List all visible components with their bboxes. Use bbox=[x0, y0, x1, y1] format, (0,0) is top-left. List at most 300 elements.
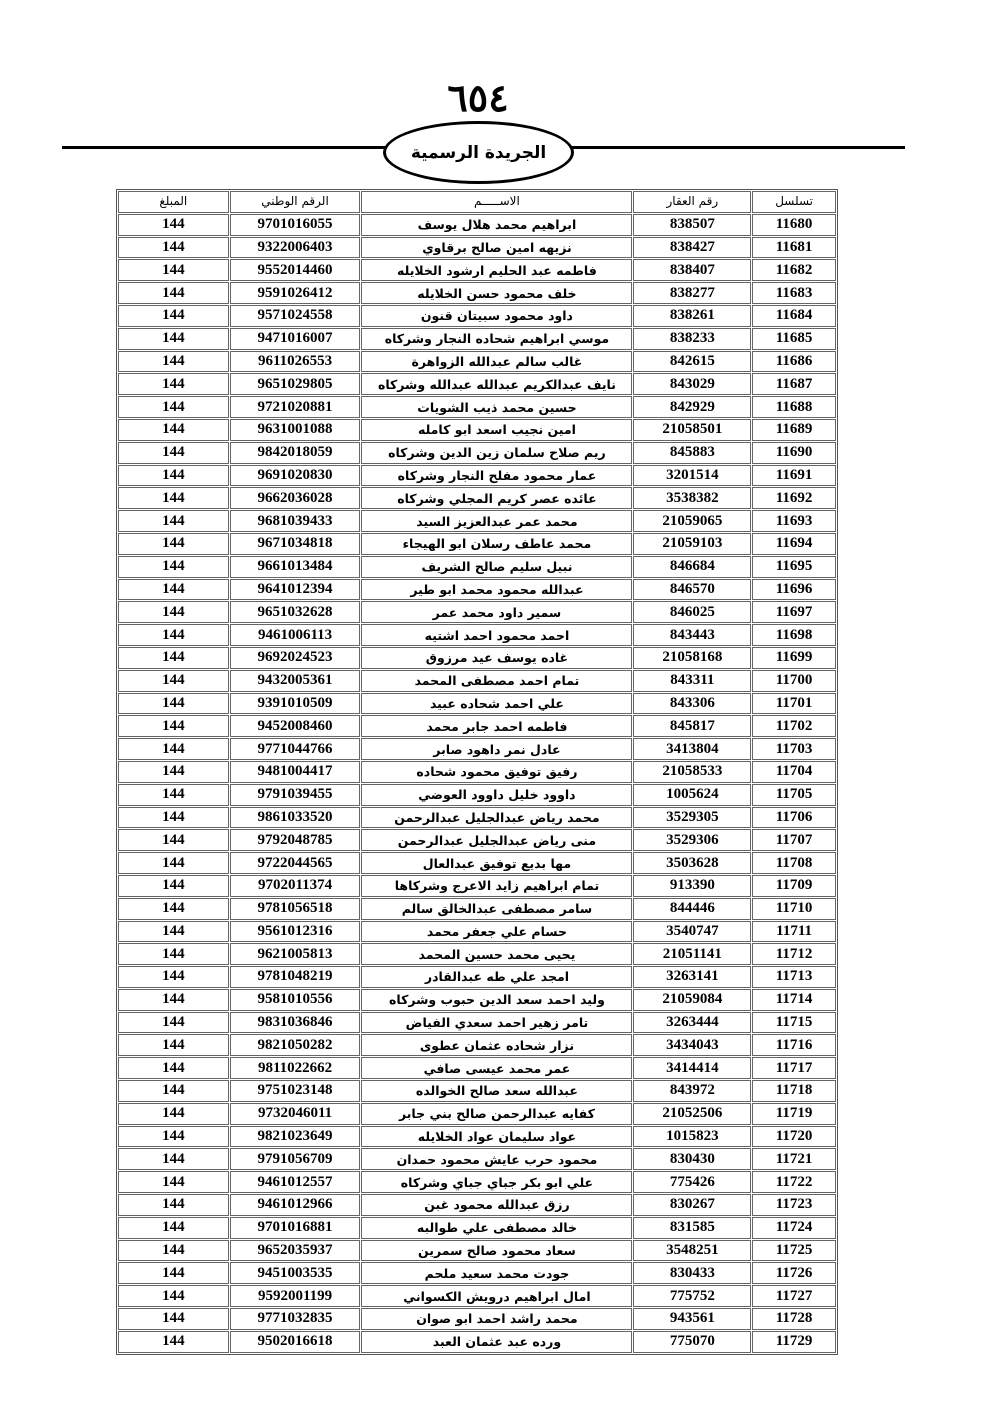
serial-cell: 11715 bbox=[752, 1012, 836, 1034]
table-row bbox=[118, 1194, 836, 1216]
amount-cell: 144 bbox=[118, 556, 229, 578]
table-row bbox=[118, 966, 836, 988]
national-id-cell: 9751023148 bbox=[230, 1080, 361, 1102]
amount-cell: 144 bbox=[118, 1103, 229, 1125]
amount-cell: 144 bbox=[118, 647, 229, 669]
serial-cell: 11720 bbox=[752, 1126, 836, 1148]
serial-cell: 11689 bbox=[752, 419, 836, 441]
amount-cell: 144 bbox=[118, 1217, 229, 1239]
amount-cell: 144 bbox=[118, 305, 229, 327]
table-row bbox=[118, 693, 836, 715]
header-name: الاســـــم bbox=[361, 191, 632, 213]
name-cell: تمام ابراهيم زايد الاعرج وشركاها bbox=[361, 875, 632, 897]
amount-cell: 144 bbox=[118, 419, 229, 441]
national-id-cell: 9552014460 bbox=[230, 259, 361, 281]
national-id-cell: 9591026412 bbox=[230, 282, 361, 304]
serial-cell: 11723 bbox=[752, 1194, 836, 1216]
property-number-cell: 3538382 bbox=[633, 487, 751, 509]
name-cell: محمد راشد احمد ابو صوان bbox=[361, 1308, 632, 1330]
amount-cell: 144 bbox=[118, 943, 229, 965]
table-row bbox=[118, 1171, 836, 1193]
table-row bbox=[118, 715, 836, 737]
national-id-cell: 9701016881 bbox=[230, 1217, 361, 1239]
serial-cell: 11717 bbox=[752, 1057, 836, 1079]
property-number-cell: 838261 bbox=[633, 305, 751, 327]
national-id-cell: 9461012966 bbox=[230, 1194, 361, 1216]
national-id-cell: 9681039433 bbox=[230, 510, 361, 532]
serial-cell: 11690 bbox=[752, 442, 836, 464]
serial-cell: 11719 bbox=[752, 1103, 836, 1125]
name-cell: محمود حرب عايش محمود حمدان bbox=[361, 1148, 632, 1170]
table-row bbox=[118, 328, 836, 350]
name-cell: حسام علي جعفر محمد bbox=[361, 921, 632, 943]
serial-cell: 11701 bbox=[752, 693, 836, 715]
national-id-cell: 9791056709 bbox=[230, 1148, 361, 1170]
national-id-cell: 9701016055 bbox=[230, 214, 361, 236]
amount-cell: 144 bbox=[118, 1240, 229, 1262]
property-number-cell: 1005624 bbox=[633, 784, 751, 806]
property-number-cell: 846570 bbox=[633, 579, 751, 601]
national-id-cell: 9452008460 bbox=[230, 715, 361, 737]
amount-cell: 144 bbox=[118, 1308, 229, 1330]
table-row bbox=[118, 624, 836, 646]
property-number-cell: 21058533 bbox=[633, 761, 751, 783]
table-row bbox=[118, 1080, 836, 1102]
page-number: ٦٥٤ bbox=[447, 75, 509, 120]
serial-cell: 11718 bbox=[752, 1080, 836, 1102]
amount-cell: 144 bbox=[118, 1057, 229, 1079]
amount-cell: 144 bbox=[118, 921, 229, 943]
national-id-cell: 9471016007 bbox=[230, 328, 361, 350]
serial-cell: 11714 bbox=[752, 989, 836, 1011]
name-cell: غالب سالم عبدالله الزواهرة bbox=[361, 351, 632, 373]
name-cell: تامر زهير احمد سعدي الفياض bbox=[361, 1012, 632, 1034]
table-row bbox=[118, 1148, 836, 1170]
serial-cell: 11695 bbox=[752, 556, 836, 578]
serial-cell: 11704 bbox=[752, 761, 836, 783]
amount-cell: 144 bbox=[118, 738, 229, 760]
property-number-cell: 846025 bbox=[633, 601, 751, 623]
table-row bbox=[118, 396, 836, 418]
property-number-cell: 3529306 bbox=[633, 829, 751, 851]
national-id-cell: 9461006113 bbox=[230, 624, 361, 646]
national-id-cell: 9791039455 bbox=[230, 784, 361, 806]
serial-cell: 11687 bbox=[752, 373, 836, 395]
serial-cell: 11722 bbox=[752, 1171, 836, 1193]
property-number-cell: 3201514 bbox=[633, 465, 751, 487]
serial-cell: 11699 bbox=[752, 647, 836, 669]
property-number-cell: 830267 bbox=[633, 1194, 751, 1216]
table-row bbox=[118, 784, 836, 806]
name-cell: موسي ابراهيم شحاده النجار وشركاه bbox=[361, 328, 632, 350]
national-id-cell: 9322006403 bbox=[230, 237, 361, 259]
national-id-cell: 9641012394 bbox=[230, 579, 361, 601]
name-cell: جودت محمد سعيد ملحم bbox=[361, 1262, 632, 1284]
publication-title: الجريدة الرسمية bbox=[410, 142, 547, 163]
national-id-cell: 9561012316 bbox=[230, 921, 361, 943]
serial-cell: 11693 bbox=[752, 510, 836, 532]
property-number-cell: 838407 bbox=[633, 259, 751, 281]
serial-cell: 11710 bbox=[752, 898, 836, 920]
table-row bbox=[118, 601, 836, 623]
header-property-number: رقم العقار bbox=[633, 191, 751, 213]
name-cell: نايف عبدالكريم عبدالله عبدالله وشركاه bbox=[361, 373, 632, 395]
national-id-cell: 9432005361 bbox=[230, 670, 361, 692]
national-id-cell: 9781048219 bbox=[230, 966, 361, 988]
table-body bbox=[118, 214, 836, 1353]
property-number-cell: 843306 bbox=[633, 693, 751, 715]
table-row bbox=[118, 487, 836, 509]
amount-cell: 144 bbox=[118, 670, 229, 692]
national-id-cell: 9771044766 bbox=[230, 738, 361, 760]
amount-cell: 144 bbox=[118, 1262, 229, 1284]
serial-cell: 11682 bbox=[752, 259, 836, 281]
table-row bbox=[118, 1034, 836, 1056]
name-cell: محمد عمر عبدالعزيز السيد bbox=[361, 510, 632, 532]
national-id-cell: 9481004417 bbox=[230, 761, 361, 783]
name-cell: خالد مصطفى علي طوالبه bbox=[361, 1217, 632, 1239]
amount-cell: 144 bbox=[118, 601, 229, 623]
serial-cell: 11709 bbox=[752, 875, 836, 897]
header-amount: المبلغ bbox=[118, 191, 229, 213]
national-id-cell: 9592001199 bbox=[230, 1285, 361, 1307]
national-id-cell: 9652035937 bbox=[230, 1240, 361, 1262]
national-id-cell: 9631001088 bbox=[230, 419, 361, 441]
table-row bbox=[118, 807, 836, 829]
property-number-cell: 3263444 bbox=[633, 1012, 751, 1034]
amount-cell: 144 bbox=[118, 510, 229, 532]
serial-cell: 11688 bbox=[752, 396, 836, 418]
name-cell: عواد سليمان عواد الخلايله bbox=[361, 1126, 632, 1148]
table-row bbox=[118, 761, 836, 783]
amount-cell: 144 bbox=[118, 807, 229, 829]
property-number-cell: 21058501 bbox=[633, 419, 751, 441]
property-number-cell: 3548251 bbox=[633, 1240, 751, 1262]
national-id-cell: 9621005813 bbox=[230, 943, 361, 965]
property-number-cell: 21059084 bbox=[633, 989, 751, 1011]
serial-cell: 11713 bbox=[752, 966, 836, 988]
national-id-cell: 9842018059 bbox=[230, 442, 361, 464]
national-id-cell: 9661013484 bbox=[230, 556, 361, 578]
amount-cell: 144 bbox=[118, 282, 229, 304]
property-number-cell: 838427 bbox=[633, 237, 751, 259]
amount-cell: 144 bbox=[118, 351, 229, 373]
table-row bbox=[118, 533, 836, 555]
table-row bbox=[118, 829, 836, 851]
table-row bbox=[118, 1057, 836, 1079]
serial-cell: 11724 bbox=[752, 1217, 836, 1239]
serial-cell: 11686 bbox=[752, 351, 836, 373]
national-id-cell: 9811022662 bbox=[230, 1057, 361, 1079]
national-id-cell: 9821050282 bbox=[230, 1034, 361, 1056]
table-row bbox=[118, 943, 836, 965]
serial-cell: 11728 bbox=[752, 1308, 836, 1330]
property-number-cell: 1015823 bbox=[633, 1126, 751, 1148]
amount-cell: 144 bbox=[118, 761, 229, 783]
amount-cell: 144 bbox=[118, 533, 229, 555]
serial-cell: 11685 bbox=[752, 328, 836, 350]
table-row bbox=[118, 670, 836, 692]
amount-cell: 144 bbox=[118, 898, 229, 920]
serial-cell: 11691 bbox=[752, 465, 836, 487]
amount-cell: 144 bbox=[118, 875, 229, 897]
serial-cell: 11729 bbox=[752, 1331, 836, 1353]
property-number-cell: 775426 bbox=[633, 1171, 751, 1193]
property-number-cell: 3413804 bbox=[633, 738, 751, 760]
name-cell: منى رياض عبدالجليل عبدالرحمن bbox=[361, 829, 632, 851]
table-row bbox=[118, 989, 836, 1011]
table-row bbox=[118, 305, 836, 327]
serial-cell: 11705 bbox=[752, 784, 836, 806]
table-row bbox=[118, 921, 836, 943]
national-id-cell: 9771032835 bbox=[230, 1308, 361, 1330]
property-number-cell: 21059103 bbox=[633, 533, 751, 555]
table-row bbox=[118, 282, 836, 304]
amount-cell: 144 bbox=[118, 1331, 229, 1353]
amount-cell: 144 bbox=[118, 1012, 229, 1034]
property-number-cell: 842929 bbox=[633, 396, 751, 418]
name-cell: محمد رياض عبدالجليل عبدالرحمن bbox=[361, 807, 632, 829]
name-cell: امين نجيب اسعد ابو كامله bbox=[361, 419, 632, 441]
amount-cell: 144 bbox=[118, 465, 229, 487]
serial-cell: 11694 bbox=[752, 533, 836, 555]
serial-cell: 11725 bbox=[752, 1240, 836, 1262]
property-number-cell: 843443 bbox=[633, 624, 751, 646]
table-row bbox=[118, 1331, 836, 1353]
name-cell: غاده يوسف عيد مرزوق bbox=[361, 647, 632, 669]
property-number-cell: 3414414 bbox=[633, 1057, 751, 1079]
property-number-cell: 21059065 bbox=[633, 510, 751, 532]
table-row bbox=[118, 852, 836, 874]
property-number-cell: 842615 bbox=[633, 351, 751, 373]
amount-cell: 144 bbox=[118, 966, 229, 988]
serial-cell: 11702 bbox=[752, 715, 836, 737]
serial-cell: 11721 bbox=[752, 1148, 836, 1170]
serial-cell: 11703 bbox=[752, 738, 836, 760]
national-id-cell: 9792048785 bbox=[230, 829, 361, 851]
table-row bbox=[118, 738, 836, 760]
table-row bbox=[118, 237, 836, 259]
name-cell: مها بديع توفيق عبدالعال bbox=[361, 852, 632, 874]
serial-cell: 11708 bbox=[752, 852, 836, 874]
property-number-cell: 3529305 bbox=[633, 807, 751, 829]
serial-cell: 11700 bbox=[752, 670, 836, 692]
national-id-cell: 9821023649 bbox=[230, 1126, 361, 1148]
serial-cell: 11726 bbox=[752, 1262, 836, 1284]
national-id-cell: 9651032628 bbox=[230, 601, 361, 623]
national-id-cell: 9831036846 bbox=[230, 1012, 361, 1034]
name-cell: ابراهيم محمد هلال يوسف bbox=[361, 214, 632, 236]
name-cell: حسين محمد ذيب الشويات bbox=[361, 396, 632, 418]
property-number-cell: 845883 bbox=[633, 442, 751, 464]
amount-cell: 144 bbox=[118, 784, 229, 806]
serial-cell: 11716 bbox=[752, 1034, 836, 1056]
table-header-row bbox=[118, 191, 836, 213]
property-number-cell: 21052506 bbox=[633, 1103, 751, 1125]
amount-cell: 144 bbox=[118, 829, 229, 851]
property-number-cell: 831585 bbox=[633, 1217, 751, 1239]
property-number-cell: 830433 bbox=[633, 1262, 751, 1284]
property-number-cell: 844446 bbox=[633, 898, 751, 920]
table-row bbox=[118, 351, 836, 373]
property-number-cell: 843311 bbox=[633, 670, 751, 692]
property-number-cell: 843972 bbox=[633, 1080, 751, 1102]
serial-cell: 11698 bbox=[752, 624, 836, 646]
amount-cell: 144 bbox=[118, 259, 229, 281]
table-row bbox=[118, 579, 836, 601]
amount-cell: 144 bbox=[118, 396, 229, 418]
name-cell: فاطمه احمد جابر محمد bbox=[361, 715, 632, 737]
name-cell: امجد علي طه عبدالقادر bbox=[361, 966, 632, 988]
name-cell: سامر مصطفى عبدالخالق سالم bbox=[361, 898, 632, 920]
national-id-cell: 9571024558 bbox=[230, 305, 361, 327]
amount-cell: 144 bbox=[118, 624, 229, 646]
header-national-id: الرقم الوطني bbox=[230, 191, 361, 213]
national-id-cell: 9662036028 bbox=[230, 487, 361, 509]
table-row bbox=[118, 1103, 836, 1125]
table-row bbox=[118, 1308, 836, 1330]
property-number-cell: 846684 bbox=[633, 556, 751, 578]
name-cell: امال ابراهيم درويش الكسواني bbox=[361, 1285, 632, 1307]
national-id-cell: 9611026553 bbox=[230, 351, 361, 373]
name-cell: محمد عاطف رسلان ابو الهيجاء bbox=[361, 533, 632, 555]
amount-cell: 144 bbox=[118, 693, 229, 715]
name-cell: عبدالله سعد صالح الخوالده bbox=[361, 1080, 632, 1102]
name-cell: سعاد محمود صالح سمرين bbox=[361, 1240, 632, 1262]
property-number-cell: 3434043 bbox=[633, 1034, 751, 1056]
serial-cell: 11683 bbox=[752, 282, 836, 304]
amount-cell: 144 bbox=[118, 579, 229, 601]
name-cell: داود محمود سبيتان قنون bbox=[361, 305, 632, 327]
national-id-cell: 9702011374 bbox=[230, 875, 361, 897]
amount-cell: 144 bbox=[118, 989, 229, 1011]
name-cell: عمار محمود مفلح النجار وشركاه bbox=[361, 465, 632, 487]
property-number-cell: 843029 bbox=[633, 373, 751, 395]
table-row bbox=[118, 1262, 836, 1284]
table-row bbox=[118, 373, 836, 395]
table-row bbox=[118, 556, 836, 578]
table-row bbox=[118, 1126, 836, 1148]
table-row bbox=[118, 1012, 836, 1034]
payments-table bbox=[116, 189, 838, 1355]
table-row bbox=[118, 510, 836, 532]
name-cell: علي ابو بكر جباي جباي وشركاه bbox=[361, 1171, 632, 1193]
table-row bbox=[118, 214, 836, 236]
name-cell: نزيهه امين صالح برقاوي bbox=[361, 237, 632, 259]
national-id-cell: 9651029805 bbox=[230, 373, 361, 395]
property-number-cell: 838233 bbox=[633, 328, 751, 350]
national-id-cell: 9502016618 bbox=[230, 1331, 361, 1353]
property-number-cell: 943561 bbox=[633, 1308, 751, 1330]
table-row bbox=[118, 259, 836, 281]
table-row bbox=[118, 1240, 836, 1262]
serial-cell: 11707 bbox=[752, 829, 836, 851]
amount-cell: 144 bbox=[118, 1285, 229, 1307]
header-serial: تسلسل bbox=[752, 191, 836, 213]
serial-cell: 11697 bbox=[752, 601, 836, 623]
amount-cell: 144 bbox=[118, 852, 229, 874]
amount-cell: 144 bbox=[118, 442, 229, 464]
serial-cell: 11711 bbox=[752, 921, 836, 943]
serial-cell: 11712 bbox=[752, 943, 836, 965]
amount-cell: 144 bbox=[118, 328, 229, 350]
name-cell: فاطمه عبد الحليم ارشود الخلايله bbox=[361, 259, 632, 281]
property-number-cell: 775070 bbox=[633, 1331, 751, 1353]
name-cell: ورده عبد عثمان العبد bbox=[361, 1331, 632, 1353]
name-cell: ريم صلاح سلمان زين الدين وشركاه bbox=[361, 442, 632, 464]
publication-title-ellipse bbox=[383, 121, 574, 184]
amount-cell: 144 bbox=[118, 715, 229, 737]
national-id-cell: 9461012557 bbox=[230, 1171, 361, 1193]
national-id-cell: 9732046011 bbox=[230, 1103, 361, 1125]
national-id-cell: 9692024523 bbox=[230, 647, 361, 669]
name-cell: تمام احمد مصطفى المحمد bbox=[361, 670, 632, 692]
name-cell: يحيى محمد حسين المحمد bbox=[361, 943, 632, 965]
amount-cell: 144 bbox=[118, 1171, 229, 1193]
name-cell: احمد محمود احمد اشتيه bbox=[361, 624, 632, 646]
serial-cell: 11680 bbox=[752, 214, 836, 236]
name-cell: وليد احمد سعد الدين حبوب وشركاه bbox=[361, 989, 632, 1011]
national-id-cell: 9451003535 bbox=[230, 1262, 361, 1284]
name-cell: عبدالله محمود محمد ابو طير bbox=[361, 579, 632, 601]
amount-cell: 144 bbox=[118, 1126, 229, 1148]
amount-cell: 144 bbox=[118, 373, 229, 395]
serial-cell: 11696 bbox=[752, 579, 836, 601]
property-number-cell: 3503628 bbox=[633, 852, 751, 874]
amount-cell: 144 bbox=[118, 214, 229, 236]
name-cell: عائده عصر كريم المجلي وشركاه bbox=[361, 487, 632, 509]
national-id-cell: 9721020881 bbox=[230, 396, 361, 418]
amount-cell: 144 bbox=[118, 487, 229, 509]
property-number-cell: 3540747 bbox=[633, 921, 751, 943]
national-id-cell: 9391010509 bbox=[230, 693, 361, 715]
name-cell: رزق عبدالله محمود غبن bbox=[361, 1194, 632, 1216]
name-cell: عمر محمد عيسى صافي bbox=[361, 1057, 632, 1079]
table-row bbox=[118, 898, 836, 920]
amount-cell: 144 bbox=[118, 1148, 229, 1170]
amount-cell: 144 bbox=[118, 237, 229, 259]
property-number-cell: 838277 bbox=[633, 282, 751, 304]
name-cell: داوود خليل داوود العوضي bbox=[361, 784, 632, 806]
property-number-cell: 21051141 bbox=[633, 943, 751, 965]
property-number-cell: 21058168 bbox=[633, 647, 751, 669]
name-cell: علي احمد شحاده عبيد bbox=[361, 693, 632, 715]
national-id-cell: 9691020830 bbox=[230, 465, 361, 487]
name-cell: رفيق توفيق محمود شحاده bbox=[361, 761, 632, 783]
name-cell: نبيل سليم صالح الشريف bbox=[361, 556, 632, 578]
name-cell: سمير داود محمد عمر bbox=[361, 601, 632, 623]
serial-cell: 11727 bbox=[752, 1285, 836, 1307]
property-number-cell: 913390 bbox=[633, 875, 751, 897]
national-id-cell: 9861033520 bbox=[230, 807, 361, 829]
property-number-cell: 838507 bbox=[633, 214, 751, 236]
national-id-cell: 9781056518 bbox=[230, 898, 361, 920]
name-cell: كفايه عبدالرحمن صالح بني جابر bbox=[361, 1103, 632, 1125]
name-cell: نزار شحاده عثمان عطوى bbox=[361, 1034, 632, 1056]
table-row bbox=[118, 419, 836, 441]
serial-cell: 11692 bbox=[752, 487, 836, 509]
amount-cell: 144 bbox=[118, 1034, 229, 1056]
table-row bbox=[118, 1217, 836, 1239]
property-number-cell: 3263141 bbox=[633, 966, 751, 988]
national-id-cell: 9722044565 bbox=[230, 852, 361, 874]
serial-cell: 11684 bbox=[752, 305, 836, 327]
amount-cell: 144 bbox=[118, 1080, 229, 1102]
name-cell: خلف محمود حسن الخلايله bbox=[361, 282, 632, 304]
property-number-cell: 775752 bbox=[633, 1285, 751, 1307]
serial-cell: 11706 bbox=[752, 807, 836, 829]
table-row bbox=[118, 875, 836, 897]
